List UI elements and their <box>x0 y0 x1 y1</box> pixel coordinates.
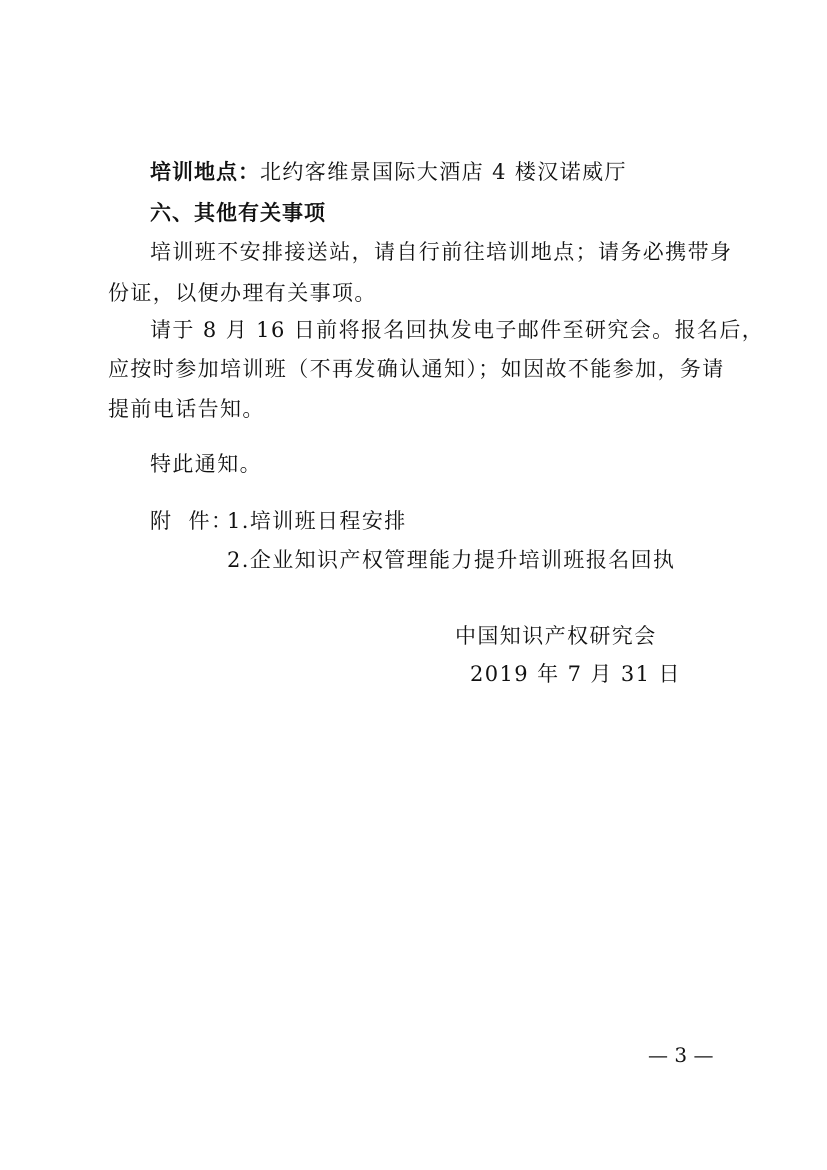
closing-text: 特此通知。 <box>150 452 262 476</box>
attachment-item: 2.企业知识产权管理能力提升培训班报名回执 <box>227 548 676 572</box>
paragraph-line: 提前电话告知。 <box>108 397 265 421</box>
attachments-label: 附 件： <box>150 509 234 533</box>
attachment-item: 1.培训班日程安排 <box>227 509 407 533</box>
location-value: 北约客维景国际大酒店 4 楼汉诺威厅 <box>260 160 627 184</box>
paragraph-line: 培训班不安排接送站，请自行前往培训地点；请务必携带身 <box>150 240 733 264</box>
paragraph-line: 应按时参加培训班（不再发确认通知）；如因故不能参加，务请 <box>108 357 725 381</box>
page-number: — 3 — <box>648 1043 714 1067</box>
paragraph-line: 份证，以便办理有关事项。 <box>108 281 377 305</box>
signature-org: 中国知识产权研究会 <box>455 624 657 648</box>
section-heading: 六、其他有关事项 <box>150 201 326 225</box>
location-label: 培训地点： <box>150 160 260 184</box>
location-line <box>150 162 627 183</box>
signature-date: 2019 年 7 月 31 日 <box>470 662 681 686</box>
paragraph-line: 请于 8 月 16 日前将报名回执发电子邮件至研究会。报名后， <box>150 318 765 342</box>
